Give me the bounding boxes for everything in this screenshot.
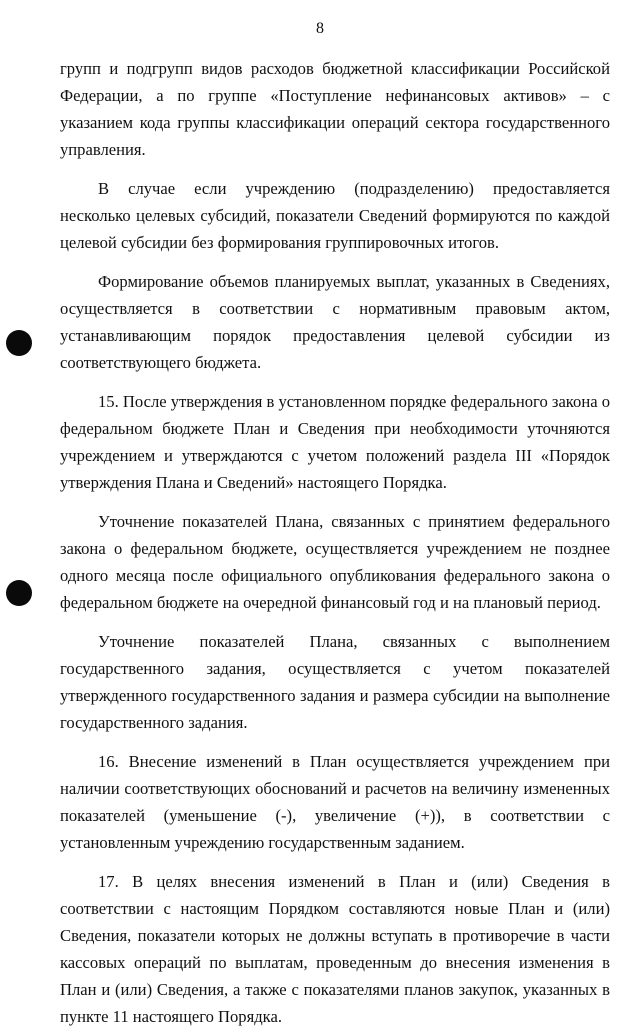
paragraph: Уточнение показателей Плана, связанных с принятием федерального закона о федеральном бюджете, осуществляется учреждением не позднее одного месяца после официального опубликования федерального закона о федеральном бюджете на очередной финансовый год и на плановый период. bbox=[60, 512, 610, 612]
paragraph: В случае если учреждению (подразделению) предоставляется несколько целевых субсидий, показатели Сведений формируются по каждой целевой субсидии без формирования группировочных итогов. bbox=[60, 179, 610, 252]
paragraph-item-16: 16. Внесение изменений в План осуществляется учреждением при наличии соответствующих обоснований и расчетов на величину измененных показателей (уменьшение (-), увеличение (+)), в соответствии с установленным учреждению государственным заданием. bbox=[60, 752, 610, 852]
page-number: 8 bbox=[316, 20, 324, 37]
paragraph-item-17: 17. В целях внесения изменений в План и (или) Сведения в соответствии с настоящим Порядком составляются новые План и (или) Сведения, показатели которых не должны вступать в противоречие в части кассовых операций по выплатам, проведенным до внесения изменения в План и (или) Сведения, а также с показателями планов закупок, указанных в пункте 11 настоящего Порядка. bbox=[60, 872, 610, 1026]
paragraph: Уточнение показателей Плана, связанных с выполнением государственного задания, осуществляется с учетом показателей утвержденного государственного задания и размера субсидии на выполнение государственного задания. bbox=[60, 632, 610, 732]
paragraph-continuation: групп и подгрупп видов расходов бюджетной классификации Российской Федерации, а по группе «Поступление нефинансовых активов» – с указанием кода группы классификации операций сектора государственного управления. bbox=[60, 59, 610, 159]
document-body bbox=[60, 55, 610, 1030]
punch-hole bbox=[6, 580, 32, 606]
paragraph-item-15: 15. После утверждения в установленном порядке федерального закона о федеральном бюджете План и Сведения при необходимости уточняются учреждением и утверждаются с учетом положений раздела III «Порядок утверждения Плана и Сведений» настоящего Порядка. bbox=[60, 392, 611, 492]
punch-hole bbox=[6, 330, 32, 356]
paragraph: Формирование объемов планируемых выплат, указанных в Сведениях, осуществляется в соответствии с нормативным правовым актом, устанавливающим порядок предоставления целевой субсидии из соответствующего бюджета. bbox=[60, 272, 610, 372]
